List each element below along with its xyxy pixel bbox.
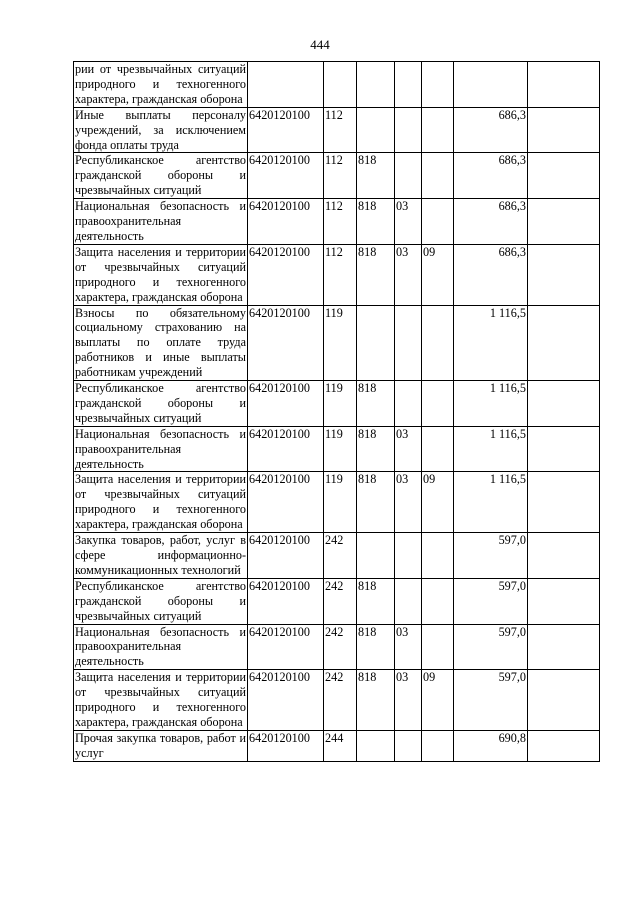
item-name-cell: Иные выплаты персоналу учреждений, за исключением фонда оплаты труда [75, 107, 246, 152]
item-name-cell: Закупка товаров, работ, услуг в сфере информационно-коммуникационных технологий [75, 533, 246, 577]
expense-type-cell: 112 [324, 199, 357, 245]
ministry-code-cell: 818 [357, 199, 395, 245]
ministry-code-cell [357, 533, 395, 579]
extra-cell [528, 426, 600, 472]
expense-type-cell: 112 [324, 244, 357, 305]
table-row [74, 426, 600, 472]
extra-cell [528, 730, 600, 761]
subsection-cell [422, 533, 454, 579]
table-row [74, 305, 600, 381]
target-code-cell: 6420120100 [248, 578, 324, 624]
expense-type-cell: 119 [324, 472, 357, 533]
subsection-cell [422, 305, 454, 381]
target-code-cell: 6420120100 [248, 426, 324, 472]
table-row [74, 730, 600, 761]
amount-cell: 686,3 [454, 199, 528, 245]
ministry-code-cell [357, 107, 395, 153]
extra-cell [528, 199, 600, 245]
expense-type-cell: 119 [324, 426, 357, 472]
table-row [74, 381, 600, 427]
ministry-code-cell: 818 [357, 472, 395, 533]
target-code-cell: 6420120100 [248, 624, 324, 670]
amount-cell: 597,0 [454, 670, 528, 731]
extra-cell [528, 533, 600, 579]
subsection-cell [422, 730, 454, 761]
target-code-cell: 6420120100 [248, 153, 324, 199]
amount-cell: 1 116,5 [454, 472, 528, 533]
amount-cell: 1 116,5 [454, 381, 528, 427]
item-name-cell: рии от чрезвычайных ситуаций природного и техногенного характера, гражданская оборона [75, 62, 246, 106]
item-name-cell: Защита населения и территории от чрезвычайных ситуаций природного и техногенного характера, гражданская оборона [75, 472, 246, 532]
amount-cell: 686,3 [454, 244, 528, 305]
item-name-cell: Национальная безопасность и правоохранительная деятельность [75, 199, 246, 243]
target-code-cell: 6420120100 [248, 472, 324, 533]
item-name-cell: Республиканское агентство гражданской обороны и чрезвычайных ситуаций [75, 153, 246, 198]
target-code-cell: 6420120100 [248, 305, 324, 381]
section-cell [395, 730, 422, 761]
section-cell [395, 381, 422, 427]
expense-type-cell: 112 [324, 153, 357, 199]
table-row [74, 624, 600, 670]
page-number: 444 [310, 37, 330, 52]
ministry-code-cell [357, 305, 395, 381]
item-name-cell: Защита населения и территории от чрезвычайных ситуаций природного и техногенного характера, гражданская оборона [75, 244, 246, 304]
extra-cell [528, 624, 600, 670]
subsection-cell [422, 199, 454, 245]
subsection-cell [422, 426, 454, 472]
target-code-cell: 6420120100 [248, 199, 324, 245]
item-name-cell: Взносы по обязательному социальному страхованию на выплаты по оплате труда работников и иные выплаты работникам учреждений [75, 305, 246, 380]
subsection-cell [422, 578, 454, 624]
item-name-cell: Республиканское агентство гражданской обороны и чрезвычайных ситуаций [75, 578, 246, 623]
expense-type-cell [324, 62, 357, 108]
table-row [74, 62, 600, 108]
table-row [74, 670, 600, 731]
ministry-code-cell: 818 [357, 244, 395, 305]
subsection-cell: 09 [422, 670, 454, 731]
section-cell [395, 305, 422, 381]
subsection-cell [422, 624, 454, 670]
subsection-cell: 09 [422, 244, 454, 305]
ministry-code-cell: 818 [357, 624, 395, 670]
section-cell: 03 [395, 670, 422, 731]
ministry-code-cell: 818 [357, 670, 395, 731]
item-name-cell: Прочая закупка товаров, работ и услуг [75, 730, 246, 760]
table-row [74, 533, 600, 579]
amount-cell: 686,3 [454, 153, 528, 199]
table-row [74, 153, 600, 199]
table-row [74, 472, 600, 533]
amount-cell [454, 62, 528, 108]
amount-cell: 597,0 [454, 578, 528, 624]
section-cell [395, 62, 422, 108]
expense-type-cell: 242 [324, 578, 357, 624]
section-cell [395, 578, 422, 624]
table-row [74, 199, 600, 245]
amount-cell: 686,3 [454, 107, 528, 153]
extra-cell [528, 381, 600, 427]
extra-cell [528, 107, 600, 153]
item-name-cell: Национальная безопасность и правоохранительная деятельность [75, 624, 246, 669]
amount-cell: 597,0 [454, 624, 528, 670]
expense-type-cell: 242 [324, 670, 357, 731]
table-row [74, 578, 600, 624]
extra-cell [528, 305, 600, 381]
subsection-cell [422, 381, 454, 427]
target-code-cell: 6420120100 [248, 533, 324, 579]
subsection-cell [422, 62, 454, 108]
expense-type-cell: 242 [324, 624, 357, 670]
expense-type-cell: 119 [324, 381, 357, 427]
amount-cell: 690,8 [454, 730, 528, 761]
amount-cell: 597,0 [454, 533, 528, 579]
table-row [74, 107, 600, 153]
section-cell: 03 [395, 199, 422, 245]
extra-cell [528, 62, 600, 108]
table-body [74, 62, 600, 762]
ministry-code-cell: 818 [357, 153, 395, 199]
target-code-cell: 6420120100 [248, 381, 324, 427]
ministry-code-cell [357, 62, 395, 108]
section-cell: 03 [395, 472, 422, 533]
target-code-cell: 6420120100 [248, 670, 324, 731]
section-cell: 03 [395, 426, 422, 472]
ministry-code-cell [357, 730, 395, 761]
extra-cell [528, 670, 600, 731]
extra-cell [528, 153, 600, 199]
section-cell [395, 153, 422, 199]
expense-type-cell: 112 [324, 107, 357, 153]
item-name-cell: Национальная безопасность и правоохранительная деятельность [75, 426, 246, 471]
target-code-cell [248, 62, 324, 108]
expense-type-cell: 242 [324, 533, 357, 579]
section-cell [395, 107, 422, 153]
budget-table [73, 61, 600, 762]
item-name-cell: Республиканское агентство гражданской обороны и чрезвычайных ситуаций [75, 381, 246, 425]
expense-type-cell: 119 [324, 305, 357, 381]
subsection-cell: 09 [422, 472, 454, 533]
amount-cell: 1 116,5 [454, 305, 528, 381]
section-cell: 03 [395, 624, 422, 670]
extra-cell [528, 578, 600, 624]
amount-cell: 1 116,5 [454, 426, 528, 472]
expense-type-cell: 244 [324, 730, 357, 761]
extra-cell [528, 472, 600, 533]
extra-cell [528, 244, 600, 305]
target-code-cell: 6420120100 [248, 244, 324, 305]
subsection-cell [422, 153, 454, 199]
ministry-code-cell: 818 [357, 381, 395, 427]
target-code-cell: 6420120100 [248, 107, 324, 153]
section-cell: 03 [395, 244, 422, 305]
ministry-code-cell: 818 [357, 578, 395, 624]
target-code-cell: 6420120100 [248, 730, 324, 761]
subsection-cell [422, 107, 454, 153]
ministry-code-cell: 818 [357, 426, 395, 472]
item-name-cell: Защита населения и территории от чрезвычайных ситуаций природного и техногенного характера, гражданская оборона [75, 670, 246, 729]
table-row [74, 244, 600, 305]
section-cell [395, 533, 422, 579]
